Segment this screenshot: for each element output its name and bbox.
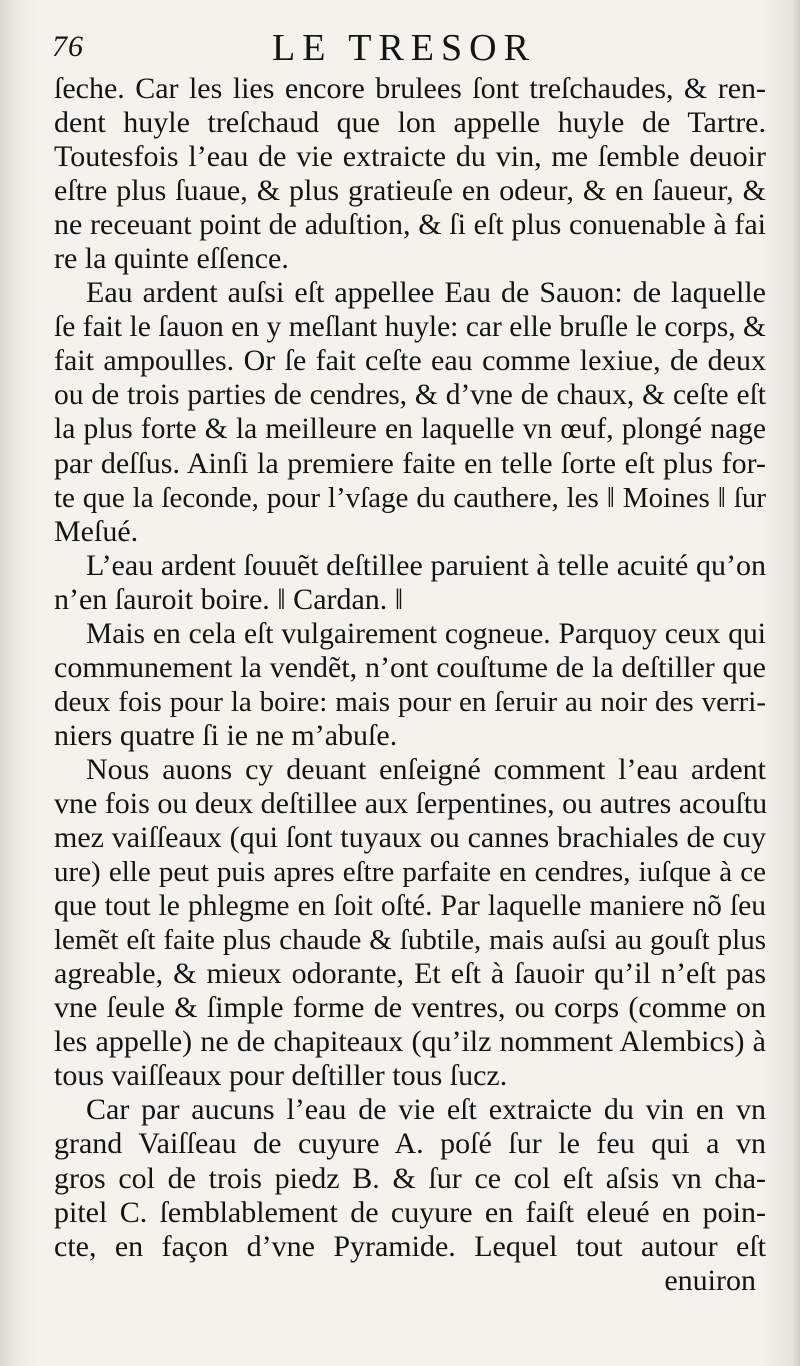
text-line: que tout le phlegme en ſoit oſté. Par laquelle maniere nõ ſeu xyxy=(54,890,766,923)
text-line: tous vaiſſeaux pour deſtiller tous ſucz. xyxy=(54,1059,508,1093)
page-number: 76 xyxy=(52,30,84,63)
text-line: ſeche. Car les lies encore brulees ſont treſchaudes, & ren- xyxy=(54,72,766,105)
text-line: niers quatre ſi ie ne m’abuſe. xyxy=(54,718,398,752)
text-line: dent huyle treſchaud que lon appelle huyle de Tartre. xyxy=(54,106,766,140)
text-line: Car par aucuns l’eau de vie eſt extraicte du vin en vn xyxy=(86,1093,766,1127)
text-line: mez vaiſſeaux (qui ſont tuyaux ou cannes brachiales de cuy xyxy=(54,821,766,855)
text-line: re la quinte eſſence. xyxy=(54,242,289,276)
text-line: ou de trois parties de cendres, & d’vne de chaux, & ceſte eſt xyxy=(54,379,766,412)
text-line: Mais en cela eſt vulgairement cogneue. Parquoy ceux qui xyxy=(86,617,766,650)
page-header xyxy=(0,22,800,70)
running-title: LE TRESOR xyxy=(272,27,536,69)
text-line: n’en ſauroit boire. ‖ Cardan. ‖ xyxy=(54,582,404,616)
text-line: vne fois ou deux deſtillee aux ſerpentines, ou autres acouſtu xyxy=(54,786,768,820)
text-line: Meſué. xyxy=(54,514,139,548)
text-line: pitel C. ſemblablement de cuyure en faiſt eleué en poin- xyxy=(54,1195,766,1229)
text-line: Eau ardent auſsi eſt appellee Eau de Sauon: de laquelle xyxy=(86,276,766,310)
text-line: les appelle) ne de chapiteaux (qu’ilz nomment Alembics) à xyxy=(54,1025,766,1059)
text-line: fait ampoulles. Or ſe fait ceſte eau comme lexiue, de deux xyxy=(54,344,766,378)
text-line: lemẽt eſt faite plus chaude & ſubtile, mais auſsi au gouſt plus xyxy=(54,924,766,957)
text-line: ſe fait le ſauon en y meſlant huyle: car elle bruſle le corps, & xyxy=(54,311,766,344)
text-line: agreable, & mieux odorante, Et eſt à ſauoir qu’il n’eſt pas xyxy=(54,957,766,991)
text-line: te que la ſeconde, pour l’vſage du cauthere, les ‖ Moines ‖ ſur xyxy=(54,481,766,514)
text-line: la plus forte & la meilleure en laquelle vn œuf, plongé nage xyxy=(54,413,766,446)
text-line: cte, en façon d’vne Pyramide. Lequel tout autour eſt xyxy=(54,1229,766,1263)
text-line: ure) elle peut puis apres eſtre parfaite en cendres, iuſque à ce xyxy=(54,856,766,889)
catchword: enuiron xyxy=(664,1263,756,1297)
text-line: Nous auons cy deuant enſeigné comment l’eau ardent xyxy=(86,752,766,786)
body-text xyxy=(54,72,766,1298)
text-line: grand Vaiſſeau de cuyure A. poſé ſur le feu qui a vn xyxy=(54,1127,766,1161)
text-line: gros col de trois piedz B. & ſur ce col eſt aſsis vn cha- xyxy=(54,1161,766,1195)
text-line: vne ſeule & ſimple forme de ventres, ou corps (comme on xyxy=(54,991,766,1025)
text-line: deux fois pour la boire: mais pour en ſeruir au noir des verri- xyxy=(54,685,766,718)
text-line: communement la vendẽt, n’ont couſtume de la deſtiller que xyxy=(54,650,766,684)
text-line: par deſſus. Ainſi la premiere faite en telle ſorte eſt plus for- xyxy=(54,446,766,480)
text-line: L’eau ardent ſouuẽt deſtillee paruient à telle acuité qu’on xyxy=(86,548,766,582)
text-line: Toutesfois l’eau de vie extraicte du vin, me ſemble deuoir xyxy=(54,140,766,174)
text-line: eſtre plus ſuaue, & plus gratieuſe en odeur, & en ſaueur, & xyxy=(54,174,766,208)
text-line: ne receuant point de aduſtion, & ſi eſt plus conuenable à fai xyxy=(54,208,766,242)
